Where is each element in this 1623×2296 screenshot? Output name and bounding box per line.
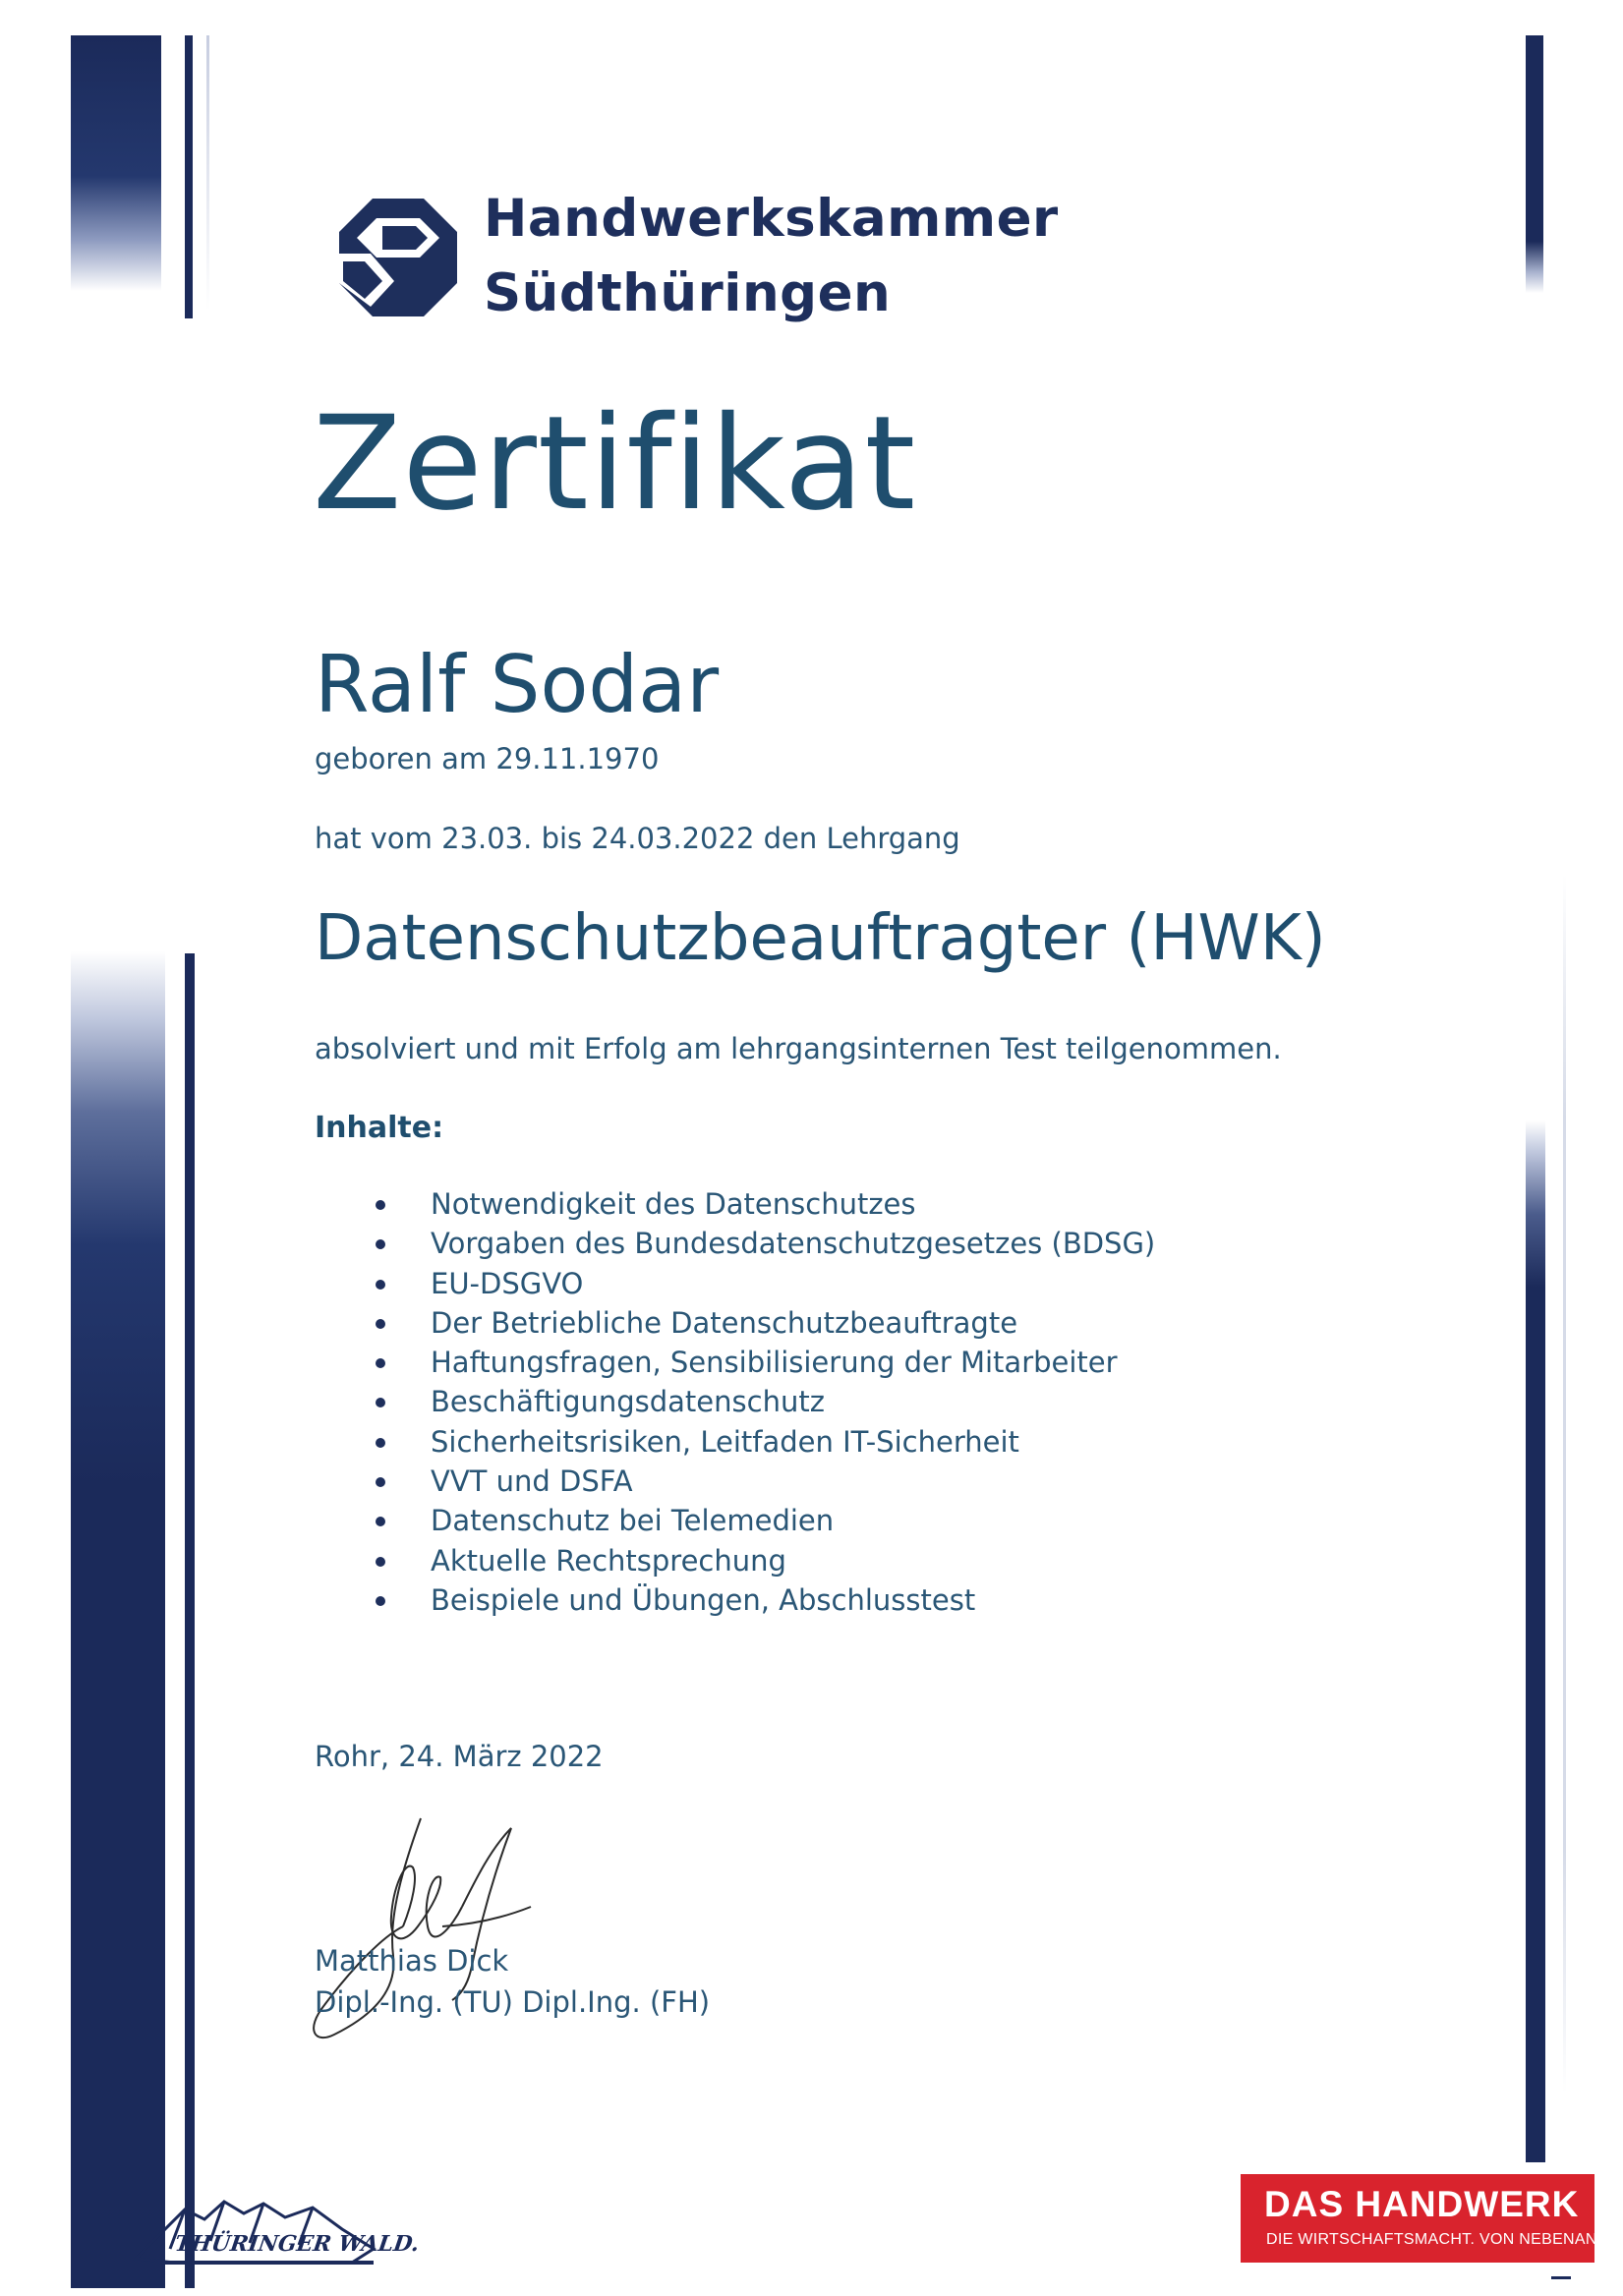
course-period-line: hat vom 23.03. bis 24.03.2022 den Lehrgang (315, 822, 960, 855)
decorative-line-top-left (185, 35, 193, 318)
signer-name: Matthias Dick (315, 1944, 509, 1978)
bullet-icon (376, 1517, 385, 1526)
decorative-bar-top-right (1526, 35, 1543, 293)
list-item (366, 1184, 1447, 1224)
bullet-icon (376, 1200, 385, 1210)
thueringer-wald-logo-text: THÜRINGER WALD. (173, 2231, 422, 2257)
list-item-label: Sicherheitsrisiken, Leitfaden IT-Sicherheit (431, 1424, 1019, 1459)
list-item-label: Notwendigkeit des Datenschutzes (431, 1187, 916, 1221)
bullet-icon (376, 1438, 385, 1448)
bullet-icon (376, 1477, 385, 1487)
bullet-icon (376, 1319, 385, 1329)
contents-heading: Inhalte: (315, 1111, 444, 1145)
list-item (366, 1462, 1447, 1501)
list-item-label: Aktuelle Rechtsprechung (431, 1543, 786, 1578)
list-item (366, 1224, 1447, 1263)
signer-degree: Dipl.-Ing. (TU) Dipl.Ing. (FH) (315, 1985, 711, 2019)
hwk-logo-icon (337, 197, 459, 318)
list-item-label: Beispiele und Übungen, Abschlusstest (431, 1582, 976, 1617)
list-item (366, 1422, 1447, 1462)
list-item (366, 1501, 1447, 1540)
bullet-icon (376, 1239, 385, 1249)
list-item-label: Der Betriebliche Datenschutzbeauftragte (431, 1305, 1018, 1340)
list-item-label: EU-DSGVO (431, 1266, 584, 1300)
course-name: Datenschutzbeauftragter (HWK) (315, 902, 1326, 975)
list-item (366, 1264, 1447, 1303)
decorative-line-bottom-left (185, 953, 195, 2288)
decorative-bar-bottom-left (71, 951, 165, 2288)
completion-line: absolviert und mit Erfolg am lehrgangsinternen Test teilgenommen. (315, 1032, 1282, 1065)
bullet-icon (376, 1358, 385, 1368)
bullet-icon (376, 1557, 385, 1567)
bullet-icon (376, 1398, 385, 1407)
decorative-line-right-faint (1563, 875, 1566, 2094)
certificate-title: Zertifikat (313, 388, 917, 540)
place-and-date: Rohr, 24. März 2022 (315, 1740, 604, 1773)
organization-name-line1: Handwerkskammer (484, 189, 1059, 249)
decorative-line-top-left-faint (206, 35, 209, 311)
list-item-label: Beschäftigungsdatenschutz (431, 1385, 825, 1419)
badge-subtitle: DIE WIRTSCHAFTSMACHT. VON NEBENAN. (1266, 2231, 1602, 2248)
decorative-bar-right (1526, 1120, 1545, 2162)
contents-list (366, 1184, 1447, 1620)
list-item-label: Vorgaben des Bundesdatenschutzgesetzes (BDSG) (431, 1227, 1156, 1261)
list-item (366, 1343, 1447, 1382)
decorative-bar-top-left (71, 35, 161, 291)
list-item (366, 1382, 1447, 1421)
list-item-label: VVT und DSFA (431, 1464, 633, 1499)
birth-date-line: geboren am 29.11.1970 (315, 742, 660, 775)
organization-name-line2: Südthüringen (484, 263, 892, 323)
list-item (366, 1580, 1447, 1620)
list-item-label: Haftungsfragen, Sensibilisierung der Mitarbeiter (431, 1346, 1118, 1380)
bullet-icon (376, 1596, 385, 1606)
badge-main-text: DAS HANDWERK (1264, 2184, 1580, 2224)
bullet-icon (376, 1280, 385, 1290)
decorative-tick (1551, 2276, 1571, 2279)
list-item (366, 1541, 1447, 1580)
list-item-label: Datenschutz bei Telemedien (431, 1504, 835, 1538)
list-item (366, 1303, 1447, 1343)
recipient-name: Ralf Sodar (315, 639, 720, 730)
